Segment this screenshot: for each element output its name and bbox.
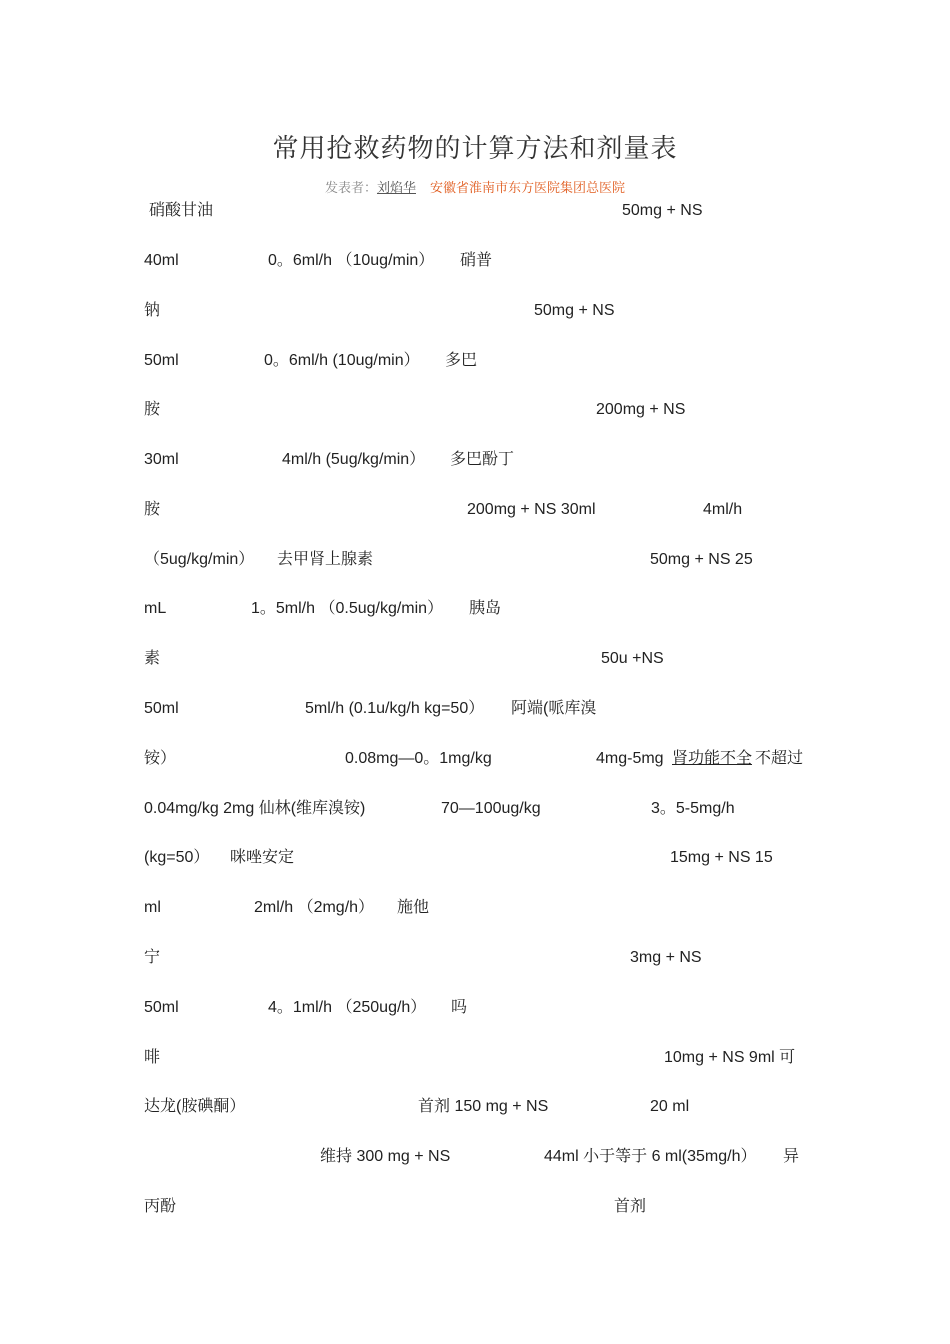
line-segment: 1。5ml/h （0.5ug/kg/min）: [251, 600, 444, 617]
line-segment: 15mg + NS 15: [670, 849, 773, 866]
line-segment: 5ml/h (0.1u/kg/h kg=50）: [305, 700, 485, 717]
line-segment: 不超过: [755, 750, 804, 767]
line-segment: ml: [144, 899, 161, 916]
line-segment: 多巴: [445, 352, 478, 369]
line-segment: 啡: [144, 1049, 161, 1066]
line-segment: （5ug/kg/min）: [144, 551, 255, 568]
line-segment: 70—100ug/kg: [441, 800, 541, 817]
line-segment: 50mg + NS: [622, 202, 703, 219]
line-segment: 4mg-5mg: [596, 750, 664, 767]
line-segment: 4ml/h (5ug/kg/min）: [282, 451, 426, 468]
line-segment: (kg=50）: [144, 849, 210, 866]
line-segment: 胺: [144, 401, 161, 418]
line-segment: 首剂 150 mg + NS: [418, 1098, 549, 1115]
line-segment: 3。5-5mg/h: [651, 800, 735, 817]
line-segment: 硝酸甘油: [149, 202, 214, 219]
line-segment: 0.08mg—0。1mg/kg: [345, 750, 492, 767]
document-title: 常用抢救药物的计算方法和剂量表: [272, 134, 678, 164]
line-segment: 丙酚: [144, 1198, 177, 1215]
line-segment: 0。6ml/h (10ug/min）: [264, 352, 420, 369]
line-segment: 咪唑安定: [230, 849, 295, 866]
line-segment: 4。1ml/h （250ug/h）: [268, 999, 427, 1016]
author-link[interactable]: 刘焰华: [376, 181, 416, 196]
line-segment: 吗: [451, 999, 468, 1016]
line-segment: 50ml: [144, 700, 179, 717]
byline-label: 发表者：: [324, 181, 377, 196]
line-segment: 铵）: [144, 750, 177, 767]
line-segment: 达龙(胺碘酮）: [144, 1098, 246, 1115]
line-segment: 30ml: [144, 451, 179, 468]
line-segment: 200mg + NS: [596, 401, 686, 418]
line-segment: 钠: [144, 302, 161, 319]
line-segment: 50mg + NS: [534, 302, 615, 319]
line-segment: 维持 300 mg + NS: [320, 1148, 451, 1165]
line-segment: 3mg + NS: [630, 949, 702, 966]
line-segment: 去甲肾上腺素: [277, 551, 374, 568]
line-segment: 50ml: [144, 999, 179, 1016]
line-segment: 50mg + NS 25: [650, 551, 753, 568]
line-segment: 胰岛: [469, 600, 502, 617]
line-segment: 宁: [144, 949, 161, 966]
line-segment: 0.04mg/kg 2mg 仙林(维库溴铵): [144, 800, 366, 817]
line-segment: 多巴酚丁: [450, 451, 515, 468]
line-segment: 2ml/h （2mg/h）: [254, 899, 375, 916]
line-segment: 素: [144, 650, 161, 667]
line-segment: 50ml: [144, 352, 179, 369]
organization-name: 安徽省淮南市东方医院集团总医院: [430, 181, 626, 196]
line-segment: 施他: [397, 899, 430, 916]
line-segment: mL: [144, 600, 167, 617]
line-segment: 200mg + NS 30ml: [467, 501, 596, 518]
line-segment: 异: [783, 1148, 800, 1165]
line-segment: 40ml: [144, 252, 179, 269]
line-segment: 胺: [144, 501, 161, 518]
underlined-term: 肾功能不全: [672, 750, 753, 767]
byline: [0, 177, 950, 196]
line-segment: 10mg + NS 9ml 可: [664, 1049, 796, 1066]
line-segment: 44ml 小于等于 6 ml(35mg/h）: [544, 1148, 757, 1165]
line-segment: 20 ml: [650, 1098, 690, 1115]
line-segment: 首剂: [614, 1198, 647, 1215]
line-segment: 硝普: [460, 252, 493, 269]
line-segment: 0。6ml/h （10ug/min）: [268, 252, 435, 269]
line-segment: 阿端(哌库溴: [511, 700, 597, 717]
line-segment: 50u +NS: [601, 650, 664, 667]
line-segment: 4ml/h: [703, 501, 743, 518]
